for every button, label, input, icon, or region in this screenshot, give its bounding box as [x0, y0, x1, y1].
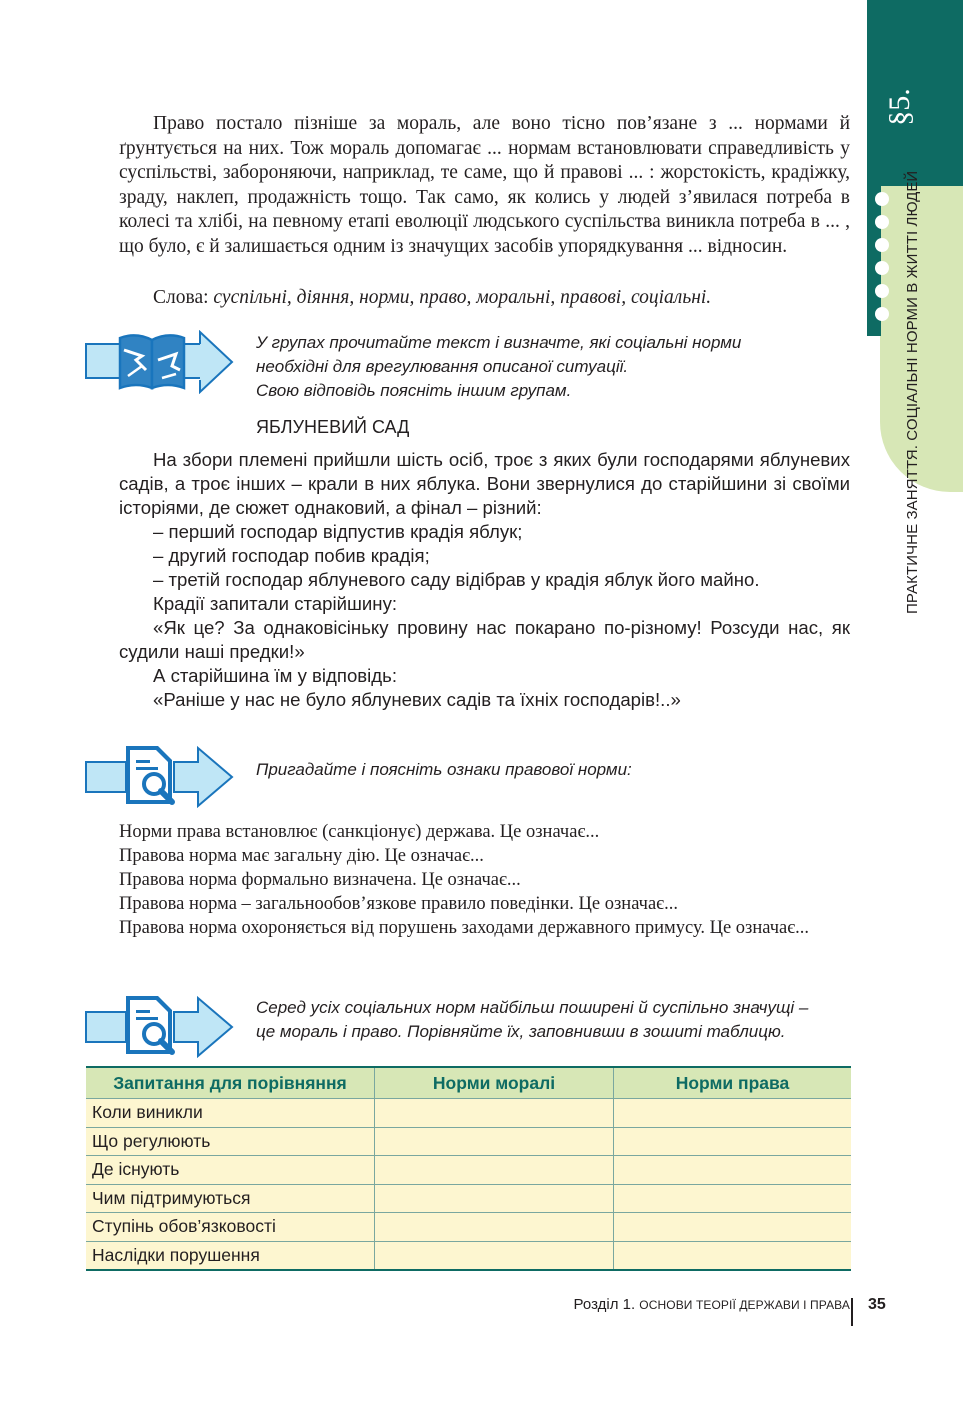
table-cell [614, 1213, 852, 1242]
task3-line2: це мораль і право. Порівняйте їх, заповнивши в зошиті таблицю. [256, 1022, 786, 1041]
footer-section-title: ОСНОВИ ТЕОРІЇ ДЕРЖАВИ І ПРАВА [639, 1298, 850, 1312]
words-line [119, 286, 850, 311]
table-row [86, 1184, 851, 1213]
table-cell [614, 1184, 852, 1213]
table-cell: Наслідки порушення [86, 1241, 375, 1270]
table-header-row [86, 1067, 851, 1099]
table-cell [375, 1213, 614, 1242]
story-quote: «Раніше у нас не було яблуневих садів та їхніх господарів!..» [153, 689, 681, 710]
document-search-icon [84, 744, 236, 808]
table-header: Запитання для порівняння [86, 1067, 375, 1099]
story-list-item: – другий господар побив крадія; [153, 545, 430, 566]
task3-line1: Серед усіх соціальних норм найбільш поширені й суспільно значущі – [256, 998, 809, 1017]
table-cell [375, 1184, 614, 1213]
table-cell [614, 1099, 852, 1128]
table-cell: Що регулюють [86, 1127, 375, 1156]
tab-notch [875, 215, 889, 229]
table-cell: Ступінь обов’язковості [86, 1213, 375, 1242]
tab-notch [875, 307, 889, 321]
table-header: Норми права [614, 1067, 852, 1099]
table-row [86, 1241, 851, 1270]
norm-line: Правова норма – загальнообов’язкове правило поведінки. Це означає... [119, 894, 679, 914]
intro-paragraph: Право постало пізніше за мораль, але воно тісно пов’язане з ... нормами й ґрунтується на них. Тож мораль допомагає ... нормам встановлювати справедливість у суспільстві, забороняючи, наприклад, те саме, що й правові ... : жорстокість, крадіжку, зраду, наклеп, продажність тощо. Так само, як колись у людей з’явилася потреба в колесі та хлібі, на певному етапі еволюції людського суспільства виникла потреба в ... , що було, є й залишається одним із значущих засобів упорядкування ... відносин. [119, 113, 850, 257]
norm-line: Норми права встановлює (санкціонує) держава. Це означає... [119, 822, 600, 842]
story-title: ЯБЛУНЕВИЙ САД [256, 417, 410, 437]
table-header: Норми моралі [375, 1067, 614, 1099]
comparison-table [86, 1066, 851, 1271]
task1-line1: У групах прочитайте текст і визначте, які соціальні норми [256, 333, 742, 352]
tab-notch [875, 238, 889, 252]
story-list-item: – третій господар яблуневого саду відібрав у крадія яблук його майно. [153, 569, 760, 590]
table-row [86, 1099, 851, 1128]
document-search-icon [84, 994, 236, 1058]
table-cell [375, 1241, 614, 1270]
book-with-arrows-icon [84, 330, 236, 394]
tab-notch [875, 284, 889, 298]
story-quote: «Як це? За однаковісіньку провину нас покарано по-різному! Розсуди нас, як судили наші предки!» [119, 617, 850, 662]
tab-notch [875, 261, 889, 275]
section-number: §5. [883, 88, 916, 126]
task2-text: Пригадайте і поясніть ознаки правової норми: [256, 760, 632, 779]
table-cell [375, 1127, 614, 1156]
story-line: Крадії запитали старійшину: [153, 593, 398, 614]
table-row [86, 1127, 851, 1156]
task1-line2: необхідні для врегулювання описаної ситуації. [256, 357, 629, 376]
tab-notch [875, 192, 889, 206]
words-list: суспільні, діяння, норми, право, моральні, правові, соціальні. [213, 287, 712, 308]
table-cell: Коли виникли [86, 1099, 375, 1128]
norm-line: Правова норма має загальну дію. Це означає... [119, 846, 484, 866]
page-number: 35 [868, 1296, 886, 1313]
table-cell: Де існують [86, 1156, 375, 1185]
page-footer [560, 1296, 850, 1313]
side-tab-light [880, 186, 963, 492]
story-line: А старійшина їм у відповідь: [153, 665, 398, 686]
side-tab-title: ПРАКТИЧНЕ ЗАНЯТТЯ. СОЦІАЛЬНІ НОРМИ В ЖИТТІ ЛЮДЕЙ [904, 170, 921, 614]
table-cell [614, 1156, 852, 1185]
footer-section-label: Розділ 1. [573, 1296, 640, 1313]
table-cell [614, 1241, 852, 1270]
table-cell [375, 1156, 614, 1185]
table-cell: Чим підтримуються [86, 1184, 375, 1213]
table-cell [614, 1127, 852, 1156]
story-list-item: – перший господар відпустив крадія яблук; [153, 521, 523, 542]
footer-divider [851, 1298, 853, 1326]
norm-line: Правова норма формально визначена. Це означає... [119, 870, 521, 890]
words-label: Слова: [153, 287, 214, 308]
norm-line: Правова норма охороняється від порушень заходами державного примусу. Це означає... [119, 918, 810, 938]
table-row [86, 1213, 851, 1242]
table-cell [375, 1099, 614, 1128]
task1-line3: Свою відповідь поясніть іншим групам. [256, 381, 572, 400]
table-row [86, 1156, 851, 1185]
story-paragraph: На збори племені прийшли шість осіб, троє з яких були господарями яблуневих садів, а троє інших – крали в них яблука. Вони звернулися до старійшини зі своїми історіями, де сюжет однаковий, а фінал – різний: [119, 449, 850, 518]
